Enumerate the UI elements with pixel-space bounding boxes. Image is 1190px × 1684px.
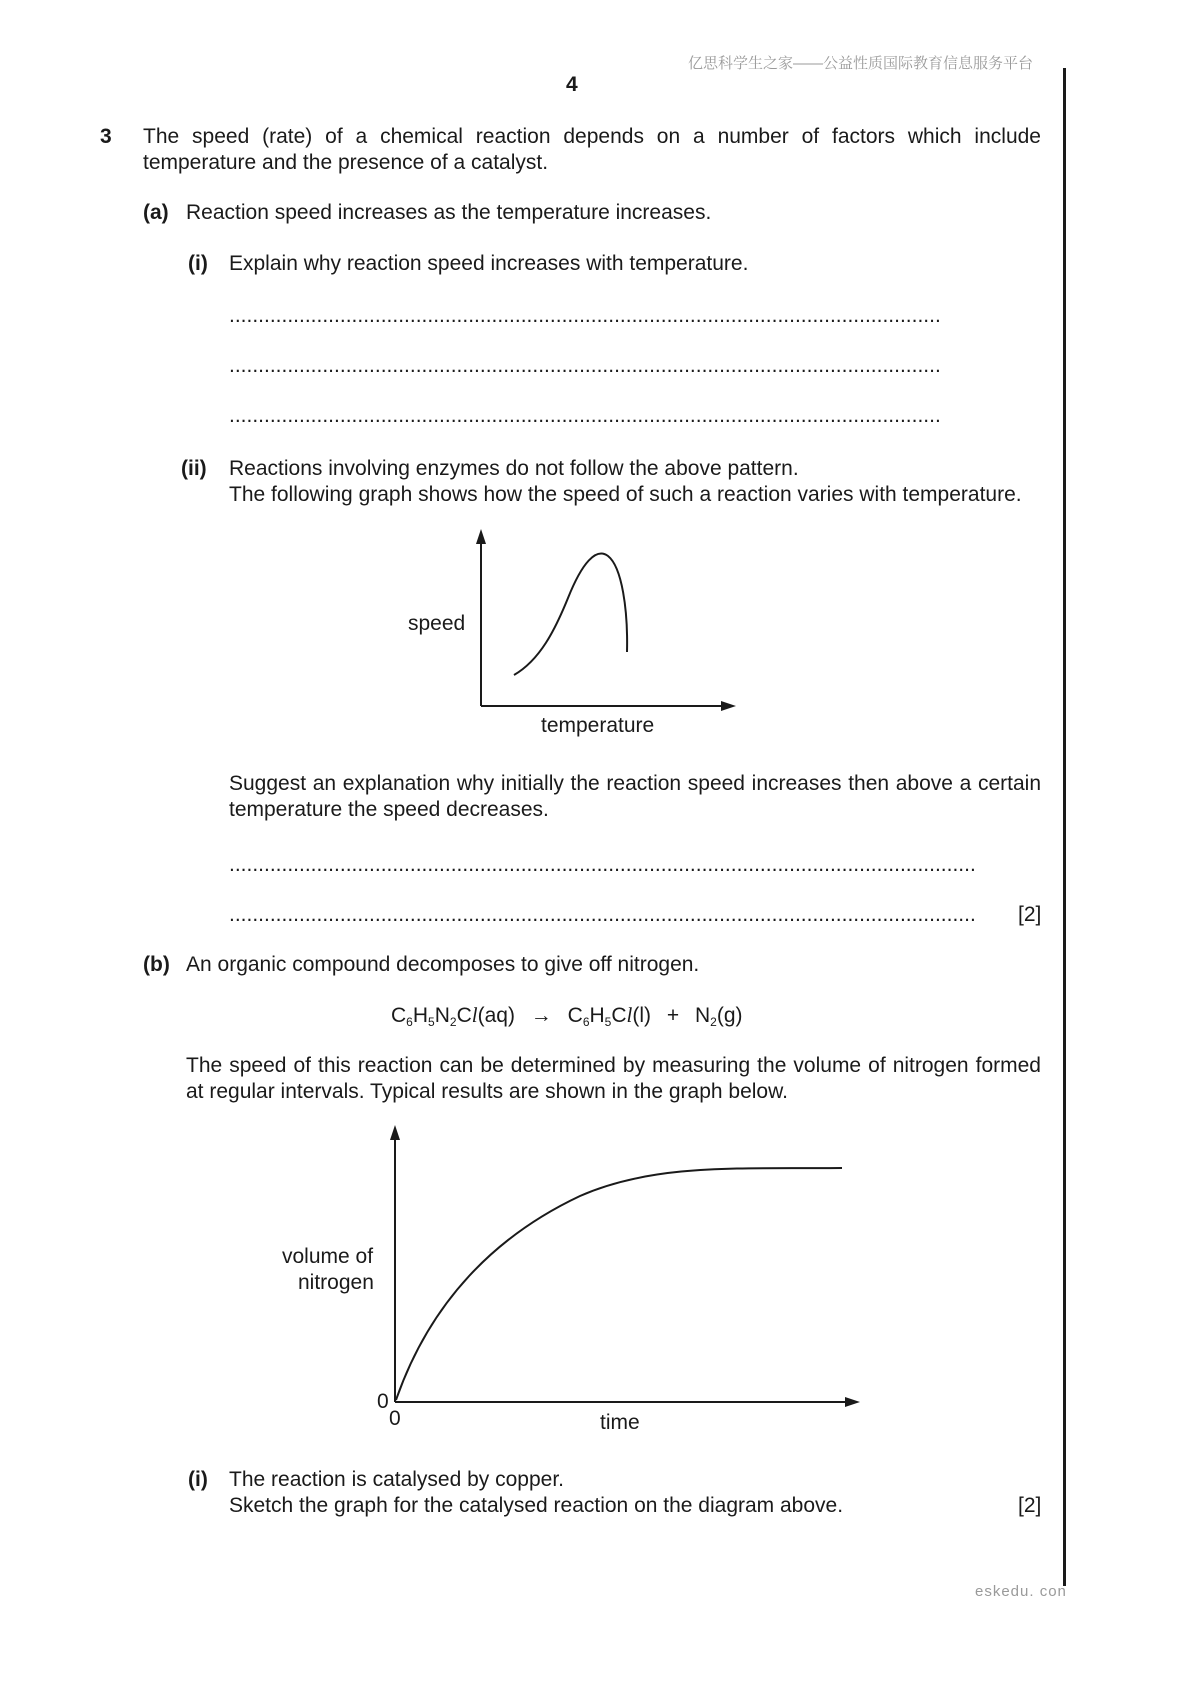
- part-a-ii-prompt: Suggest an explanation why initially the reaction speed increases then above a certain temperature the speed decreases.: [229, 772, 1041, 821]
- answer-line[interactable]: ................................................................................................................................: [229, 903, 976, 926]
- part-a-label: (a): [143, 201, 169, 224]
- answer-line[interactable]: ..........................................................................................................................: [229, 354, 941, 377]
- y-axis-arrowhead: [390, 1125, 400, 1140]
- part-a-i-label: (i): [188, 252, 208, 275]
- page-number: 4: [566, 73, 578, 96]
- part-a-ii-text-2: The following graph shows how the speed of such a reaction varies with temperature.: [229, 483, 1022, 506]
- part-a-ii-label: (ii): [181, 457, 207, 480]
- answer-line[interactable]: ..........................................................................................................................: [229, 404, 941, 427]
- nitrogen-graph-xlabel: time: [600, 1411, 640, 1434]
- nitrogen-volume-curve: [396, 1168, 842, 1400]
- marks-a-ii: [2]: [1018, 903, 1042, 926]
- part-b-i-text-1: The reaction is catalysed by copper.: [229, 1468, 565, 1491]
- enzyme-graph-xlabel: temperature: [541, 714, 655, 737]
- part-a-ii-text-1: Reactions involving enzymes do not follow the above pattern.: [229, 457, 799, 480]
- part-b-i-text-2: Sketch the graph for the catalysed reaction on the diagram above.: [229, 1494, 844, 1517]
- answer-line[interactable]: ................................................................................................................................: [229, 853, 976, 876]
- nitrogen-curve-guide: [396, 1171, 842, 1400]
- part-a-text: Reaction speed increases as the temperature increases.: [186, 201, 712, 224]
- x-axis-arrowhead: [845, 1397, 860, 1407]
- answer-line[interactable]: ..........................................................................................................................: [229, 304, 941, 327]
- y-origin-label: 0: [377, 1390, 389, 1413]
- part-b-description: The speed of this reaction can be determined by measuring the volume of nitrogen formed at regular intervals. Typical results are shown in the graph below.: [186, 1054, 1041, 1103]
- chemical-equation: $C_6H_5N_2Cl(aq) \to C_6H_5Cl(l) + N_2(g)$: [391, 1003, 743, 1029]
- footer-watermark: eskedu. con: [975, 1583, 1067, 1600]
- part-b-label: (b): [143, 953, 170, 976]
- nitrogen-graph-ylabel-1: volume of: [282, 1245, 374, 1268]
- question-number: 3: [100, 125, 112, 148]
- marks-b-i: [2]: [1018, 1494, 1042, 1517]
- header-watermark: 亿思科学生之家——公益性质国际教育信息服务平台: [688, 55, 1034, 72]
- part-a-i-text: Explain why reaction speed increases with temperature.: [229, 252, 749, 275]
- part-b-i-label: (i): [188, 1468, 208, 1491]
- nitrogen-graph-ylabel-2: nitrogen: [298, 1271, 374, 1294]
- enzyme-graph-ylabel: speed: [408, 612, 466, 635]
- x-origin-label: 0: [389, 1407, 401, 1430]
- reaction-arrow: →: [530, 1004, 552, 1027]
- part-b-text: An organic compound decomposes to give off nitrogen.: [186, 953, 700, 976]
- question-intro: The speed (rate) of a chemical reaction depends on a number of factors which include temperature and the presence of a catalyst.: [143, 125, 1041, 174]
